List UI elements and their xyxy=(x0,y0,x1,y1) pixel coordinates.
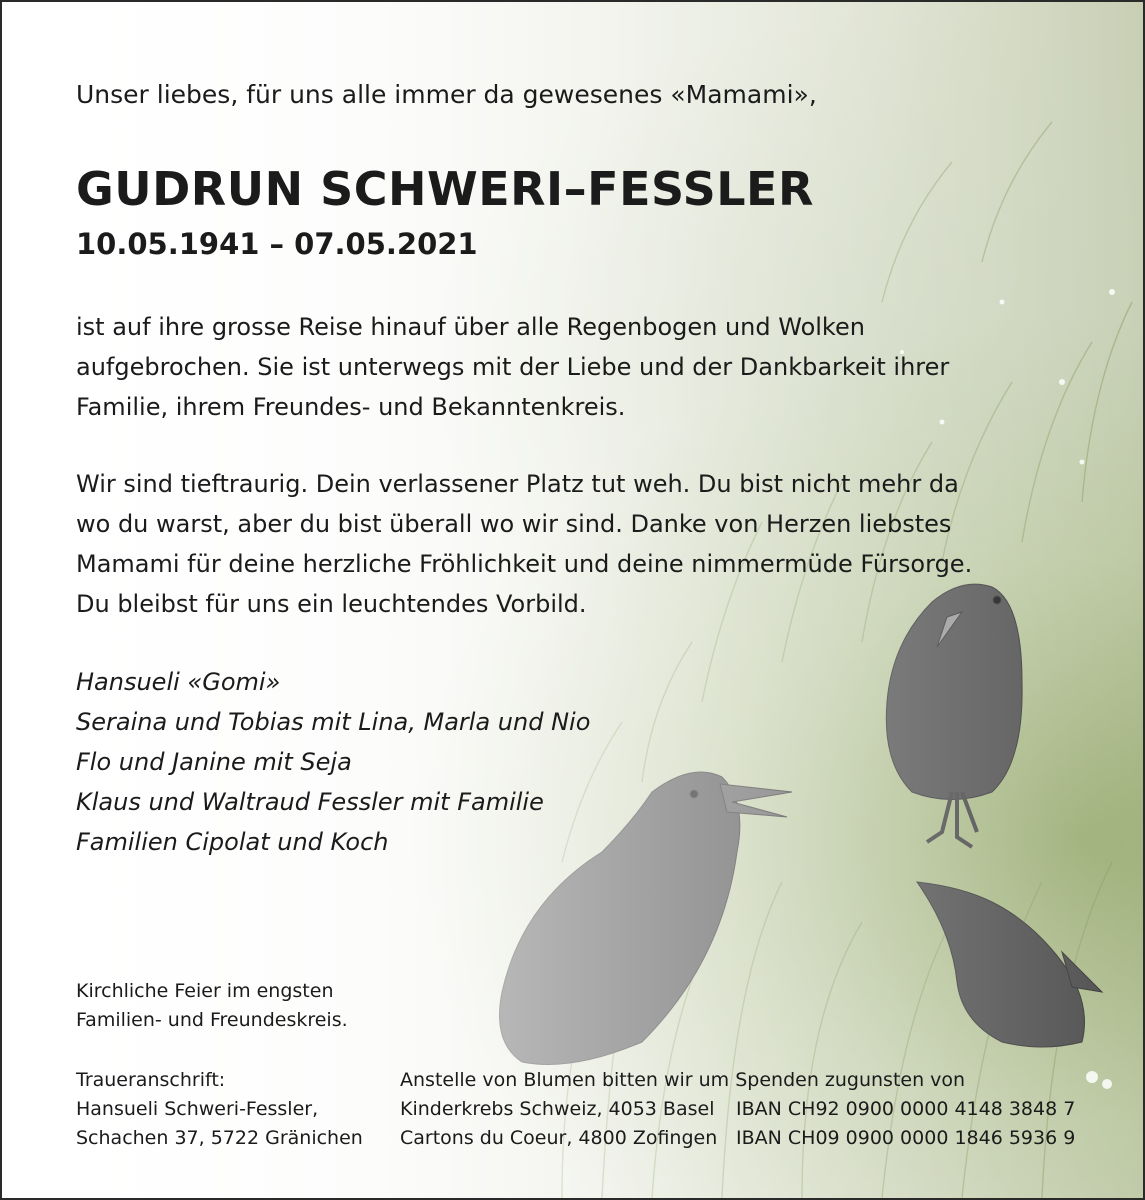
donation-row xyxy=(400,1095,1075,1124)
deceased-name: GUDRUN SCHWERI–FESSLER xyxy=(76,162,814,216)
mourners-list xyxy=(76,662,590,862)
paragraph-line: wo du warst, aber du bist überall wo wir sind. Danke von Herzen liebstes xyxy=(76,510,952,538)
ceremony-note xyxy=(76,977,348,1035)
farewell-paragraph xyxy=(76,464,972,624)
mourner-entry: Seraina und Tobias mit Lina, Marla und Nio xyxy=(76,708,591,736)
address-name: Hansueli Schweri-Fessler, xyxy=(76,1098,319,1120)
ceremony-line: Kirchliche Feier im engsten xyxy=(76,980,334,1002)
paragraph-line: Du bleibst für uns ein leuchtendes Vorbild. xyxy=(76,590,587,618)
paragraph-line: Mamami für deine herzliche Fröhlichkeit und deine nimmermüde Fürsorge. xyxy=(76,550,973,578)
donation-org: Cartons du Coeur, 4800 Zofingen xyxy=(400,1127,718,1149)
mourner-entry: Flo und Janine mit Seja xyxy=(76,748,352,776)
mourner-entry: Klaus und Waltraud Fessler mit Familie xyxy=(76,788,544,816)
ceremony-line: Familien- und Freundeskreis. xyxy=(76,1009,348,1031)
life-dates: 10.05.1941 – 07.05.2021 xyxy=(76,227,478,261)
address-label: Traueranschrift: xyxy=(76,1069,226,1091)
donation-iban: IBAN CH09 0900 0000 1846 5936 9 xyxy=(736,1127,1076,1149)
paragraph-line: Familie, ihrem Freundes- und Bekanntenkreis. xyxy=(76,393,626,421)
paragraph-line: aufgebrochen. Sie ist unterwegs mit der Liebe und der Dankbarkeit ihrer xyxy=(76,353,950,381)
donation-iban: IBAN CH92 0900 0000 4148 3848 7 xyxy=(736,1098,1076,1120)
donation-org: Kinderkrebs Schweiz, 4053 Basel xyxy=(400,1098,715,1120)
donation-info xyxy=(400,1066,1075,1153)
intro-line: Unser liebes, für uns alle immer da gewesenes «Mamami», xyxy=(76,80,817,109)
paragraph-line: ist auf ihre grosse Reise hinauf über alle Regenbogen und Wolken xyxy=(76,313,865,341)
mourner-entry: Hansueli «Gomi» xyxy=(76,668,281,696)
donation-intro: Anstelle von Blumen bitten wir um Spenden zugunsten von xyxy=(400,1069,966,1091)
mourner-entry: Familien Cipolat und Koch xyxy=(76,828,389,856)
address-street: Schachen 37, 5722 Gränichen xyxy=(76,1127,363,1149)
mourning-address xyxy=(76,1066,363,1153)
donation-row xyxy=(400,1124,1075,1153)
announcement-paragraph xyxy=(76,307,949,427)
paragraph-line: Wir sind tieftraurig. Dein verlassener Platz tut weh. Du bist nicht mehr da xyxy=(76,470,959,498)
